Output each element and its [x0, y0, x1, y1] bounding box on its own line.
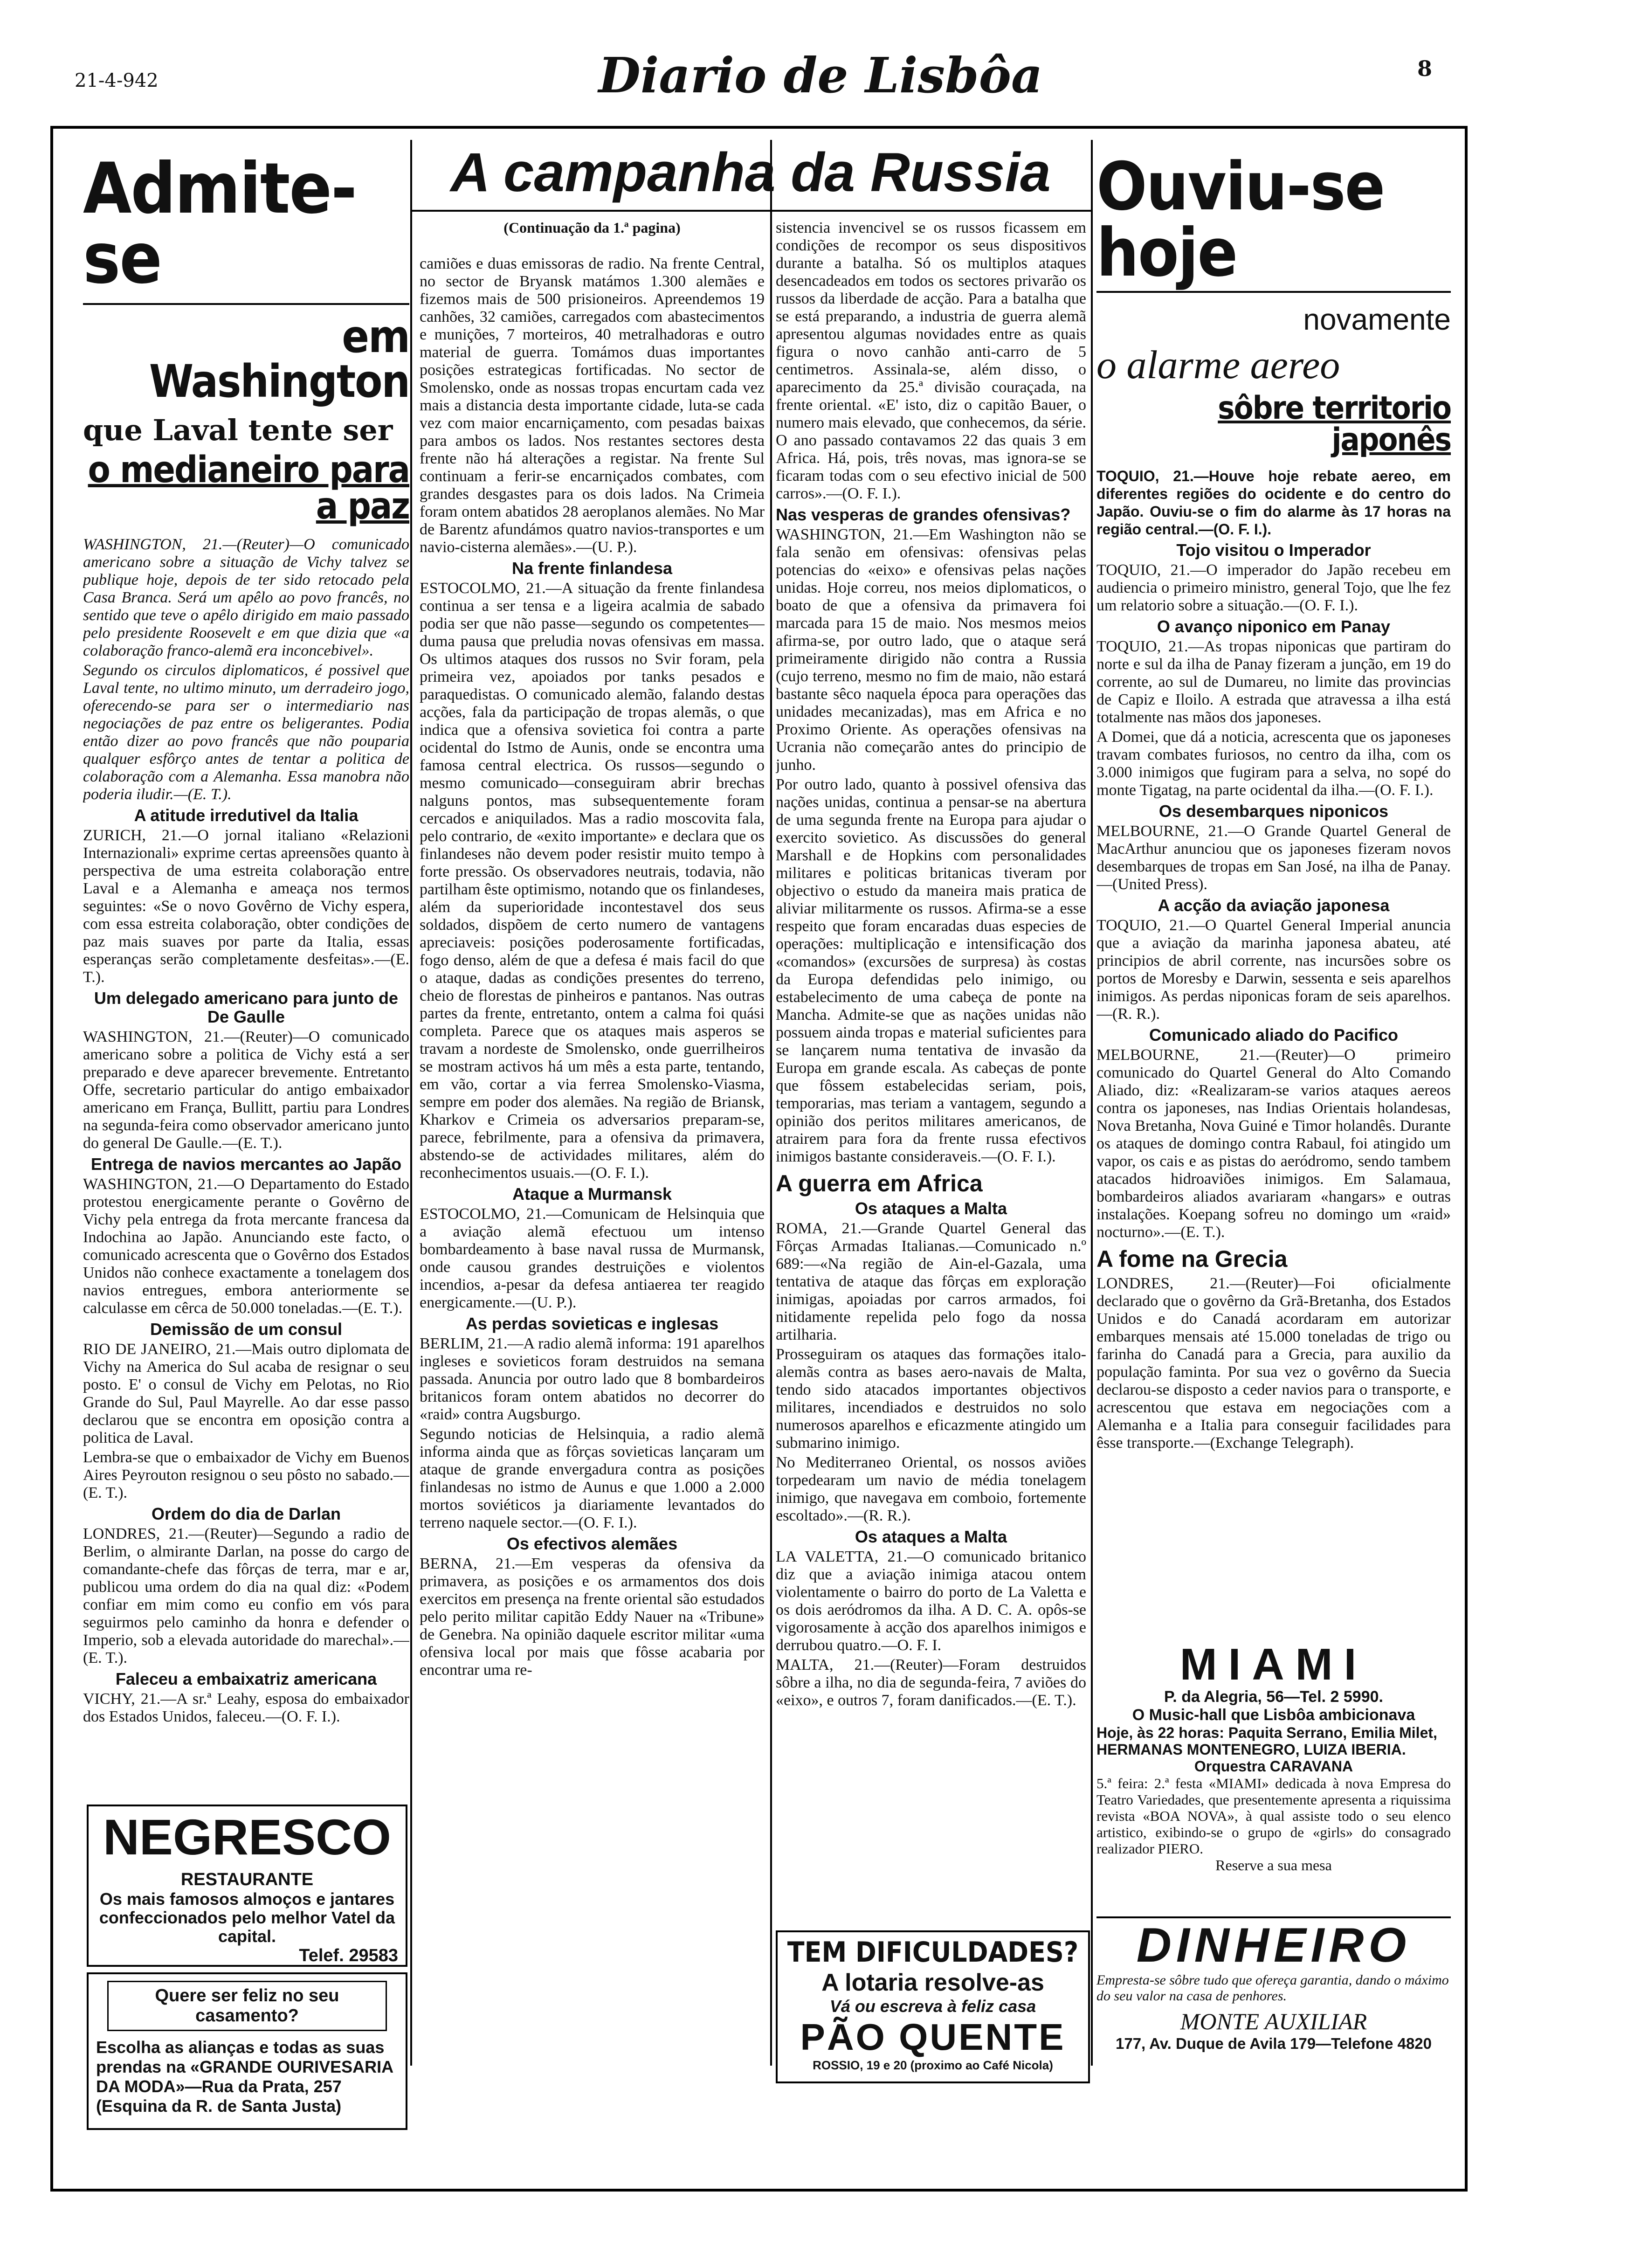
paragraph: WASHINGTON, 21.—Em Washington não se fala senão em ofensivas: ofensivas pelas potencias do «eixo» e ofensivas pelas nações unidas. Hoje correu, nos meios diplomaticos, o boato de que a ofensiva da primavera foi marcada para 15 de maio. Nos mesmos meios afirma-se, por outro lado, que o ataque será primeiramente dirigido não contra a Russia (cujo terreno, mesmo no fim de maio, não estará bastante sêco naquela época para operações das unidades mecanizadas), mas em Africa e no Proximo Oriente. As operações ofensivas na Ucrania não começarão antes do principio de junho.: [776, 526, 1086, 774]
ad-subtitle: A lotaria resolve-as: [821, 1969, 1044, 1996]
paragraph: Lembra-se que o embaixador de Vichy em Buenos Aires Peyrouton resignou o seu pôsto no sabado.—(E. T.).: [83, 1449, 409, 1501]
section-heading: A fome na Grecia: [1096, 1246, 1288, 1272]
ad-address: ROSSIO, 19 e 20 (proximo ao Café Nicola): [813, 2058, 1053, 2072]
paragraph: ZURICH, 21.—O jornal italiano «Relazioni Internazionali» exprime certas apreensões quanto à perspectiva de uma estreita colaboração entre Laval e a Alemanha e ameaça nos termos seguintes: «Se o novo Govêrno de Vichy espera, com essa estreita colaboração, obter condições de paz mais suaves por parte da Italia, essas esperanças serão completamente desfeitas».—(E. T.).: [83, 827, 409, 986]
subheading: Nas vesperas de grandes ofensivas?: [776, 505, 1071, 524]
paragraph: LA VALETTA, 21.—O comunicado britanico diz que a aviação inimiga atacou ontem violentamente o bairro do porto de La Valetta e os dois aeródromos da ilha. A D. C. A. opôs-se vigorosamente à acção dos aparelhos inimigos e derrubou quatro.—O. F. I.: [776, 1548, 1086, 1654]
paragraph: TOQUIO, 21.—O imperador do Japão recebeu em audiencia o primeiro ministro, general Tojo, que lhe fez um relatorio sobre a situação.—(O. F. I.).: [1096, 561, 1451, 614]
subheading: Os desembarques niponicos: [1158, 802, 1389, 821]
ad-text: Reserve a sua mesa: [1215, 1857, 1332, 1874]
masthead: Diario de Lisbôa: [598, 47, 1043, 104]
ad-jeweller: [87, 1972, 407, 2130]
ad-negresco: [87, 1805, 407, 1967]
column-rule: [1091, 140, 1093, 2066]
subheading: A atitude irredutivel da Italia: [134, 806, 359, 825]
paragraph: Prosseguiram os ataques das formações italo-alemãs contra as bases aero-navais de Malta, tendo sido atacados importantes objectivos militares, incendiados e destruidos no solo numerosos aparelhos e eficazmente atingido um submarino inimigo.: [776, 1346, 1086, 1452]
subheading: Os efectivos alemães: [506, 1534, 678, 1553]
ad-address: 177, Av. Duque de Avila 179—Telefone 4820: [1116, 2035, 1432, 2052]
headline-line-4: o medianeiro para a paz: [88, 449, 409, 527]
subheading: Comunicado aliado do Pacifico: [1149, 1025, 1399, 1044]
paragraph: TOQUIO, 21.—As tropas niponicas que partiram do norte e sul da ilha de Panay fizeram a junção, em 19 do corrente, ao sul de Dumareu, no limite das provincias de Capiz e Iloilo. A estrada que atravessa a ilha está totalmente nas mãos dos japoneses.: [1096, 638, 1451, 726]
paragraph: TOQUIO, 21.—O Quartel General Imperial anuncia que a aviação da marinha japonesa abateu, até principios de abril corrente, nas incursões sobre os portos de Moresby e Darwin, sessenta e seis aparelhos inimigos. As perdas niponicas foram de seis aparelhos.—(R. R.).: [1096, 917, 1451, 1023]
ad-subtitle: RESTAURANTE: [180, 1870, 314, 1889]
headline-line-3: que Laval tente ser: [83, 413, 393, 447]
ad-text: Orquestra CARAVANA: [1194, 1758, 1353, 1775]
headline-line-4: sôbre territorio japonês: [1218, 390, 1451, 458]
subheading: Os ataques a Malta: [855, 1527, 1007, 1546]
subheading: Um delegado americano para junto de De Gaulle: [94, 989, 399, 1026]
column-rule: [770, 140, 772, 2066]
lead-paragraph: WASHINGTON, 21.—(Reuter)—O comunicado americano sobre a situação de Vichy talvez se publique hoje, depois de ter sido retocado pela Casa Branca. Será um apêlo ao povo francês, no sentido que teve o apêlo dirigido em maio passado pelo presidente Roosevelt e em que dizia que «a colaboração franco-alemã era inconcebivel».: [83, 536, 409, 659]
subheading: Os ataques a Malta: [855, 1199, 1007, 1218]
paragraph: RIO DE JANEIRO, 21.—Mais outro diplomata de Vichy na America do Sul acaba de resignar o seu posto. E' o consul de Vichy em Pelotas, no Rio Grande do Sul, Paul Mayrelle. Ao dar esse passo declarou que se encontra em oposição contra a politica de Laval.: [83, 1341, 409, 1446]
paragraph: Por outro lado, quanto à possivel ofensiva das nações unidas, continua a pensar-se na abertura de uma segunda frente na Europa para ajudar o exercito sovietico. As discussões do general Marshall e de Hopkins com personalidades militares e politicas britanicas tiveram por objectivo o estudo da maneira mais pratica de aliviar militarmente os russos. Afirma-se a esse respeito que foram encaradas duas especies de operações: multiplicação e intensificação dos «comandos» (excursões de surpresa) às costas da Europa defendidas pelo inimigo, ou estabelecimento de uma cabeça de ponte na Mancha. Admite-se que as nações unidas não possuem ainda tropas e material suficientes para se lançarem numa tentativa de invasão da Europa em grande escala. As cabeças de ponte que fôssem estabelecidas seriam, pois, temporarias, mas teriam a vantagem, segundo a opinião dos peritos militares americanos, de atrairem para fora da frente russa efectivos inimigos bastante consideraveis.—(O. F. I.).: [776, 776, 1086, 1165]
ad-text: Empresta-se sôbre tudo que ofereça garantia, dando o máximo do seu valor na casa de penhores.: [1096, 1972, 1449, 2004]
paragraph: MALTA, 21.—(Reuter)—Foram destruidos sôbre a ilha, no dia de segunda-feira, 7 aviões do «eixo», e outros 7, foram danificados.—(E. T.).: [776, 1656, 1086, 1709]
paragraph: No Mediterraneo Oriental, os nossos aviões torpedearam um navio de média tonelagem inimigo, que navegava em comboio, fortemente escoltado».—(R. R.).: [776, 1454, 1086, 1524]
paragraph: camiões e duas emissoras de radio. Na frente Central, no sector de Bryansk matámos 1.300 alemães e fizemos mais de 500 prisioneiros. Apreendemos 19 canhões, 32 camiões, carregados com abastecimentos e munições, 7 morteiros, 40 metralhadoras e outro material de guerra. Tomámos duas importantes posições estrategicas fortificadas. No sector de Smolensko, onde as nossas tropas encurtam cada vez mais a distancia desta importante cidade, luta-se cada vez com maior encarniçamento, com pesadas baixas para ambos os lados. Nos restantes sectores desta frente não há alterações a registar. Na frente Sul continuam a ferir-se encarniçados combates, com grandes desgastes para os dois lados. Na Crimeia foram ontem abatidos 28 aeroplanos alemães. No Mar de Barentz afundámos quatro navios-transportes e um navio-cisterna alemães».—(U. P.).: [420, 255, 765, 556]
paragraph: MELBOURNE, 21.—(Reuter)—O primeiro comunicado do Quartel General do Alto Comando Aliado, diz: «Realizaram-se varios ataques aereos contra os japoneses, nas Indias Orientais holandesas, Nova Bretanha, Nova Guiné e Timor holandês. Durante os ataques de domingo contra Rabaul, foi atingido um vapor, os cais e as pistas do aeródromo, sendo tambem atacados hidroaviões inimigos. Em Salamaua, bombardeiros aliados avariaram «hangars» e outras instalações. Koepang sofreu no domingo um «raid» nocturno».—(E. T.).: [1096, 1046, 1451, 1241]
ad-text: Vá ou escreva à feliz casa: [829, 1997, 1036, 2016]
ad-text: Escolha as alianças e todas as suas prendas na «GRANDE OURIVESARIA DA MODA»—Rua da Prata, 257 (Esquina da R. de Santa Justa): [96, 2038, 393, 2116]
headline: A campanha da Russia: [450, 142, 1051, 203]
paragraph: VICHY, 21.—A sr.ª Leahy, esposa do embaixador dos Estados Unidos, faleceu.—(O. F. I.).: [83, 1690, 409, 1725]
section-heading: A guerra em Africa: [776, 1170, 983, 1196]
headline-line-3: o alarme aereo: [1096, 342, 1340, 387]
ad-lottery: [776, 1930, 1090, 2083]
subheading: Demissão de um consul: [150, 1320, 343, 1339]
ad-title: TEM DIFICULDADES?: [787, 1936, 1079, 1969]
paragraph: BERLIM, 21.—A radio alemã informa: 191 aparelhos ingleses e sovieticos foram destruidos na semana passada. Anuncia por outro lado que 8 bombardeiros britanicos foram ontem abatidos no decorrer do «raid» contra Augsburgo.: [420, 1335, 765, 1423]
subheading: Ataque a Murmansk: [512, 1184, 672, 1203]
subheading: As perdas sovieticas e inglesas: [465, 1314, 719, 1333]
paragraph: Segundo os circulos diplomaticos, é possivel que Laval tente, no ultimo minuto, um derradeiro jogo, oferecendo-se para ser o intermediario nas negociações de paz entre os beligerantes. Podia então dizer ao povo francês que não pouparia qualquer esfôrço antes de tentar a politica de colaboração com a Alemanha. Essa manobra não poderia iludir.—(E. T.).: [83, 662, 409, 803]
ad-dinheiro: [1096, 1916, 1451, 2081]
continuation-note: (Continuação da 1.ª pagina): [503, 219, 681, 236]
headline-line-2: em Washington: [149, 311, 409, 408]
ad-name: PÃO QUENTE: [800, 2016, 1066, 2058]
column-3: [776, 219, 1086, 1916]
ad-text: Hoje, às 22 horas: Paquita Serrano, Emilia Milet, HERMANAS MONTENEGRO, LUIZA IBERIA.: [1096, 1724, 1437, 1758]
subheading: Faleceu a embaixatriz americana: [115, 1669, 377, 1688]
ad-title: DINHEIRO: [1136, 1918, 1411, 1972]
ad-address: P. da Alegria, 56—Tel. 2 5990.: [1164, 1688, 1383, 1706]
ad-text: O Music-hall que Lisbôa ambicionava: [1132, 1706, 1415, 1724]
ad-title: MIAMI: [1179, 1639, 1368, 1689]
ad-company: MONTE AUXILIAR: [1180, 2008, 1367, 2034]
ad-text: 5.ª feira: 2.ª festa «MIAMI» dedicada à nova Empresa do Teatro Variedades, que presentemente apresenta a riquissima revista «BOA NOVA», à qual assiste todo o seu elenco artistico, exibindo-se o grupo de «girls» do consagrado realizador PIERO.: [1096, 1775, 1451, 1857]
subheading: Na frente finlandesa: [511, 559, 673, 578]
paragraph: A Domei, que dá a noticia, acrescenta que os japoneses travam combates furiosos, no centro da ilha, com os 3.000 inimigos que fugiram para a selva, no sopé do monte Tigatag, na parte ocidental da ilha.—(O. F. I.).: [1096, 728, 1451, 799]
ad-phone: Telef. 29583: [299, 1946, 398, 1965]
subheading: A acção da aviação japonesa: [1158, 896, 1390, 915]
paragraph: Segundo noticias de Helsinquia, a radio alemã informa ainda que as fôrças sovieticas lançaram um ataque de grande envergadura contra as posições finlandesas no istmo de Aunus e que 1.000 a 2.000 mortos soviéticos ja diariamente levantados do terreno naquele sector.—(O. F. I.).: [420, 1425, 765, 1531]
subheading: Tojo visitou o Imperador: [1176, 540, 1371, 560]
paragraph: WASHINGTON, 21.—O Departamento do Estado protestou energicamente perante o Govêrno de Vichy pela entrega da frota mercante francesa da Indochina ao Japão. Anunciando este facto, o comunicado acrescenta que o Govêrno dos Estados Unidos não conhece exactamente a tonelagem dos navios entregues, embora anteriormente se calculasse em cêrca de 50.000 toneladas.—(E. T.).: [83, 1175, 409, 1317]
paragraph: LONDRES, 21.—(Reuter)—Segundo a radio de Berlim, o almirante Darlan, na posse do cargo de comandante-chefe das fôrças de terra, mar e ar, publicou uma ordem do dia na qual diz: «Podem confiar em mim como eu confio em vós para seguirmos pelo caminho da honra e defender o Imperio, sob a elevada autoridade do marechal».—(E. T.).: [83, 1525, 409, 1666]
ad-miami: [1096, 1641, 1451, 1912]
subheading: O avanço niponico em Panay: [1157, 617, 1391, 636]
column-2: [420, 219, 765, 2066]
issue-date: 21-4-942: [75, 70, 159, 91]
page-number: 8: [1417, 56, 1433, 81]
paragraph: ROMA, 21.—Grande Quartel General das Fôrças Armadas Italianas.—Comunicado n.º 689:—«Na região de Ain-el-Gazala, uma tentativa de ataque das fôrças em exploração inimigas, apoiadas por carros armados, foi nitidamente repelida pelo fogo da nossa artilharia.: [776, 1220, 1086, 1343]
paragraph: sistencia invencivel se os russos ficassem em condições de recompor os seus dispositivos durante a batalha. Só os multiplos ataques desencadeados em todos os sectores privarão os russos da liberdade de acção. Para a batalha que se está preparando, a industria de guerra alemã apresentou algumas novidades entre as quais figura o novo canhão anti-carro de 5 centimetros. Assinala-se, além disso, o aparecimento da 25.ª divisão couraçada, na frente oriental. «E' isto, diz o capitão Bauer, o numero mais elevado, que conhecemos, da série. O ano passado contavamos 22 das quais 3 em Africa. Há, pois, três novas, mas ignora-se se ficaram todas com o seu efectivo inicial de 500 carros».—(O. F. I.).: [776, 219, 1086, 502]
paragraph: BERNA, 21.—Em vesperas da ofensiva da primavera, as posições e os armamentos dos dois exercitos em presença na frente oriental são estudados pelo perito militar capitão Eddy Nauer na «Tribune» de Genebra. Na opinião daquele escritor militar «uma ofensiva local por mais que fôsse acabaria por encontrar uma re-: [420, 1555, 765, 1679]
lead-paragraph: TOQUIO, 21.—Houve hoje rebate aereo, em diferentes regiões do ocidente e do centro do Japão. Ouviu-se o fim do alarme às 17 horas na região central.—(O. F. I.).: [1096, 468, 1451, 538]
paragraph: ESTOCOLMO, 21.—Comunicam de Helsinquia que a aviação alemã efectuou um intenso bombardeamento à base naval russa de Murmansk, onde causou grandes destruições e violentos incendios, a-pesar da defesa antiaerea ter reagido energicamente.—(U. P.).: [420, 1205, 765, 1311]
headline: Ouviu-se hoje: [1096, 148, 1385, 291]
paragraph: WASHINGTON, 21.—(Reuter)—O comunicado americano sobre a politica de Vichy está a ser preparado e deve aparecer brevemente. Entretanto Offe, secretario particular do antigo embaixador americano em França, Bullitt, partiu para Londres na segunda-feira como observador americano junto do general De Gaulle.—(E. T.).: [83, 1028, 409, 1152]
column-rule: [410, 140, 412, 2066]
headline: Admite-se: [83, 148, 356, 299]
paragraph: MELBOURNE, 21.—O Grande Quartel General de MacArthur anunciou que os japoneses fizeram novos desembarques de tropas em San José, na ilha de Panay.—(United Press).: [1096, 823, 1451, 893]
paragraph: LONDRES, 21.—(Reuter)—Foi oficialmente declarado que o govêrno da Grã-Bretanha, dos Estados Unidos e do Canadá acordaram em autorizar embarques mensais até 15.000 toneladas de trigo ou farinha do Canadá para a Grecia, para auxilio da população faminta. Por sua vez o govêrno da Suecia declarou-se disposto a ceder navios para o transporte, e acrescentou que estava em negociações com a Alemanha e a Italia para conseguir facilidades para êsse transporte.—(Exchange Telegraph).: [1096, 1275, 1451, 1452]
ad-text: Os mais famosos almoços e jantares confeccionados pelo melhor Vatel da capital.: [99, 1889, 395, 1946]
subheading: Ordem do dia de Darlan: [151, 1504, 341, 1523]
column-4: [1096, 140, 1451, 1454]
headline-line-2: novamente: [1303, 303, 1451, 336]
headline-rule: [412, 210, 1091, 212]
ad-title: NEGRESCO: [103, 1809, 392, 1865]
ad-title: Quere ser feliz no seu casamento?: [107, 1981, 387, 2031]
subheading: Entrega de navios mercantes ao Japão: [90, 1155, 402, 1174]
column-1: [83, 140, 409, 1728]
paragraph: ESTOCOLMO, 21.—A situação da frente finlandesa continua a ser tensa e a ligeira acalmia de sabado podia ser que não passe—segundo os competentes—duma pausa que preludia novas ofensivas em massa. Os ultimos ataques dos russos no Svir foram, pela primeira vez, apoiados por tanks pesados e paraquedistas. O comunicado alemão, falando destas acções, fala da participação de tropas alemãs, o que indica que a ofensiva sovietica foi contra a parte ocidental do Istmo de Aunis, onde se encontra uma famosa central electrica. Os russos—segundo o mesmo comunicado—conseguiram abrir brechas nalguns pontos, mas subsequentemente foram cercados e aniquilados. Mas a radio moscovita fala, pelo contrario, de «exito importante» e declara que os finlandeses não devem poder resistir muito tempo à forte pressão. Os observadores neutrais, todavia, não partilham êste optimismo, notando que os finlandeses, além da superioridade incontestavel dos seus soldados, dispõem de certo numero de vantagens apreciaveis: posições poderosamente fortificadas, fogo denso, além de que a defesa é mais facil do que o ataque, dadas as condições presentes do terreno, cheio de florestas de pinheiros e pantanos. Nas outras partes da frente, entretanto, ontem a calma foi quási completa. Parece que os ataques mais asperos se travam a nordeste de Smolensko, onde guerrilheiros se mostram activos há um mês a esta parte, tentando, em vão, cortar a via ferrea Smolensko-Viasma, sempre em poder dos alemães. Na região de Briansk, Kharkov e Crimeia os adversarios preparam-se, parece, febrilmente, para a ofensiva da primavera, abstendo-se de actividades militares, além do reconhecimentos usuais.—(O. F. I.).: [420, 580, 765, 1182]
